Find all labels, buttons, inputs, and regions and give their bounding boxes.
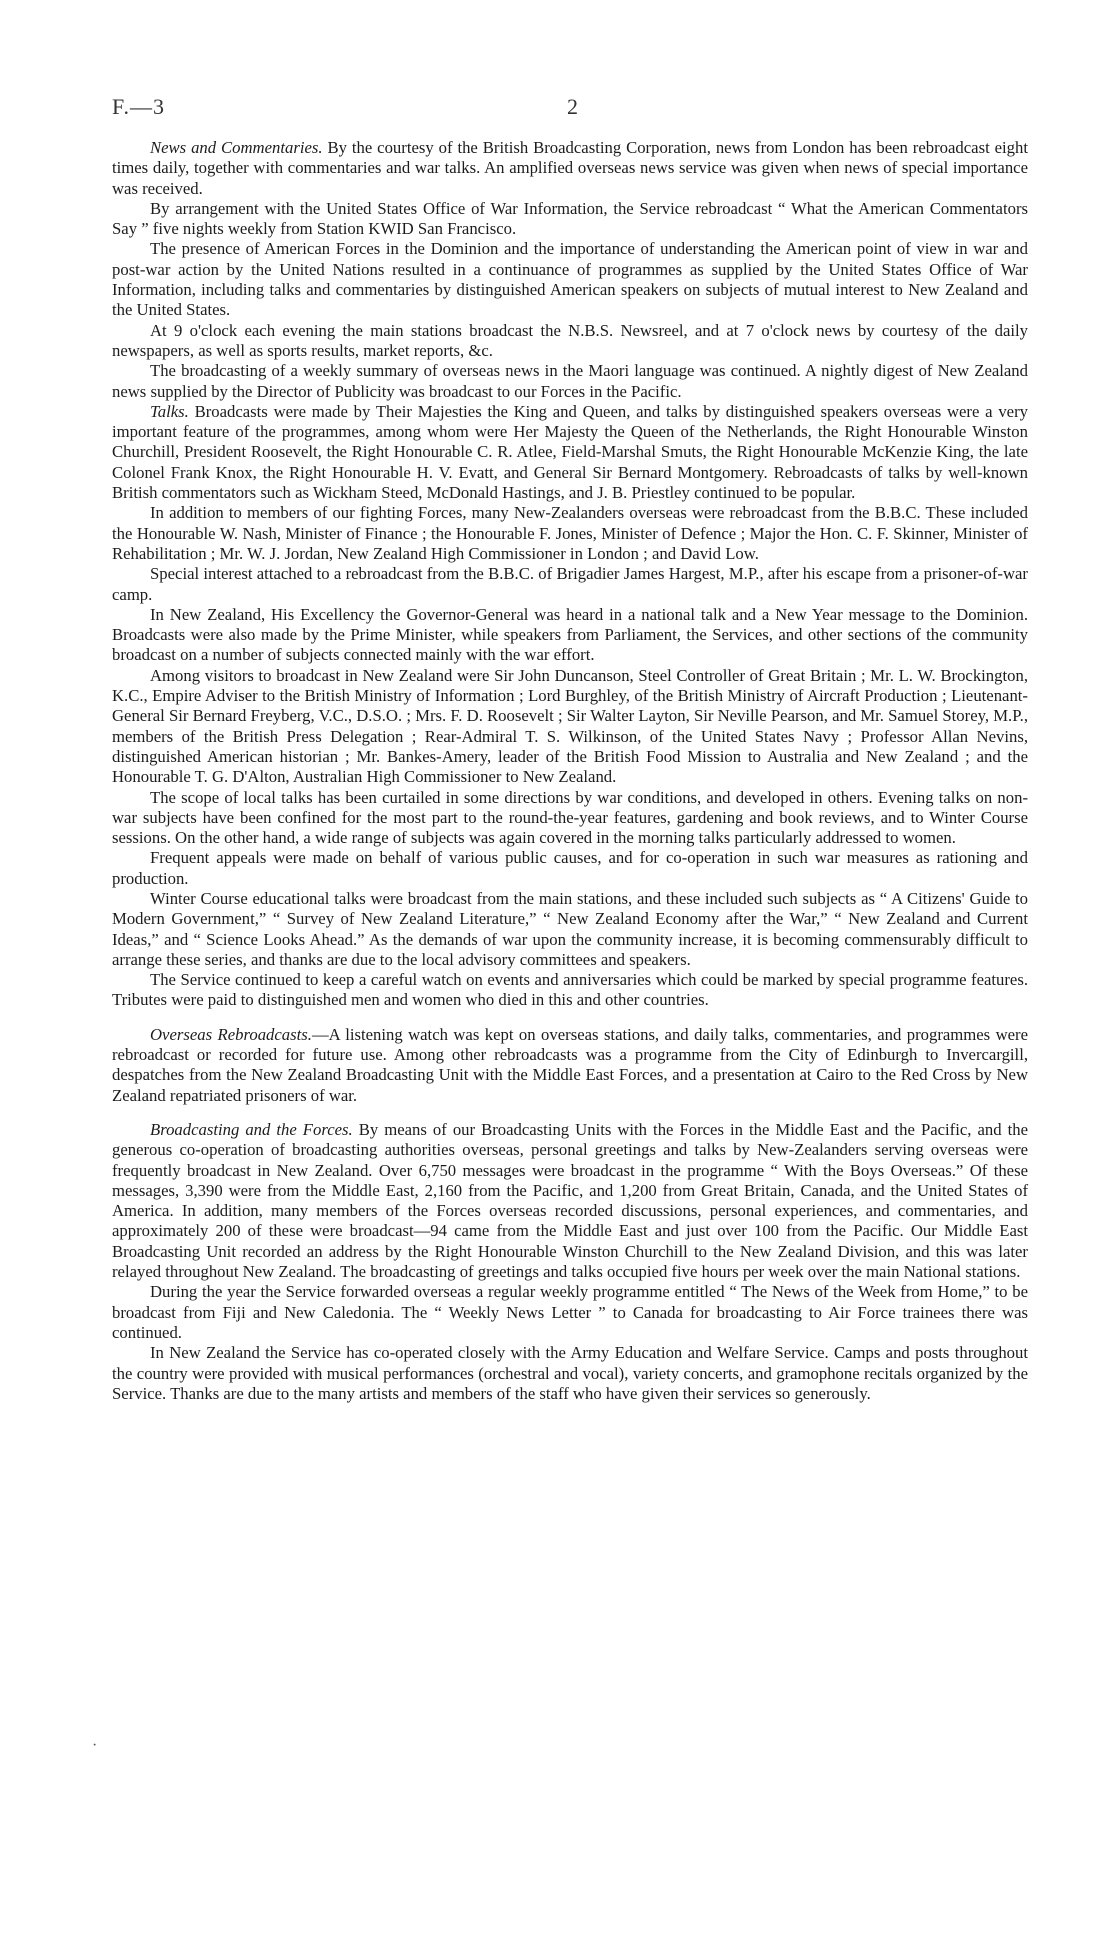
paragraph-text: In New Zealand, His Excellency the Governor-General was heard in a national talk and a New Year message to the Dominion. Broadcasts were also made by the Prime Minister, while speakers from Parliament, the Services, and other sections of the community broadcast on a number of subjects connected mainly with the war effort.	[112, 604, 1028, 665]
page-header	[0, 94, 1114, 124]
body-paragraph	[112, 1343, 1028, 1404]
paragraph-text: Special interest attached to a rebroadcast from the B.B.C. of Brigadier James Hargest, M.P., after his escape from a prisoner-of-war camp.	[112, 564, 1028, 604]
body-paragraph	[112, 1120, 1028, 1282]
body-paragraph	[112, 239, 1028, 320]
paragraph-text: Frequent appeals were made on behalf of various public causes, and for co-operation in such war measures as rationing and production.	[112, 848, 1028, 888]
paragraph-text: By means of our Broadcasting Units with the Forces in the Middle East and the Pacific, and the generous co-operation of broadcasting authorities overseas, personal greetings and talks by New-Zealanders serving overseas were frequently broadcast in New Zealand. Over 6,750 messages were broadcast in the programme “ With the Boys Overseas.” Of these messages, 3,390 were from the Middle East, 2,160 from the Pacific, and 1,200 from Great Britain, Canada, and the United States of America. In addition, many members of the Forces overseas recorded discussions, personal experiences, and commentaries, and approximately 200 of these were broadcast—94 came from the Middle East and just over 100 from the Pacific. Our Middle East Broadcasting Unit recorded an address by the Right Honourable Winston Churchill to the New Zealand Division, and this was later relayed throughout New Zealand. The broadcasting of greetings and talks occupied five hours per week over the main National stations.	[112, 1119, 1028, 1282]
paragraph-text: By the courtesy of the British Broadcasting Corporation, news from London has been rebroadcast eight times daily, together with commentaries and war talks. An amplified overseas news service was given when news of special importance was received.	[112, 138, 1029, 198]
paragraph-text: The presence of American Forces in the Dominion and the importance of understanding the American point of view in war and post-war action by the United Nations resulted in a continuance of programmes as supplied by the United States Office of War Information, including talks and commentaries by distinguished American speakers on subjects of mutual interest to New Zealand and the United States.	[112, 239, 1028, 320]
paragraph-text: By arrangement with the United States Office of War Information, the Service rebroadcast “ What the American Commentators Say ” five nights weekly from Station KWID San Francisco.	[112, 198, 1028, 239]
section-heading: Broadcasting and the Forces.	[150, 1119, 353, 1139]
section-heading: Talks.	[150, 401, 189, 421]
body-paragraph	[112, 848, 1028, 889]
body-paragraph	[112, 605, 1028, 666]
page-number: 2	[567, 94, 579, 119]
body-paragraph	[112, 564, 1028, 605]
paragraph-text: Broadcasts were made by Their Majesties the King and Queen, and talks by distinguished speakers overseas were a very important feature of the programmes, among whom were Her Majesty the Queen of the Netherlands, the Right Honourable Winston Churchill, President Roosevelt, the Right Honourable C. R. Atlee, Field-Marshal Smuts, the Right Honourable McKenzie King, the late Colonel Frank Knox, the Right Honourable H. V. Evatt, and General Sir Bernard Montgomery. Rebroadcasts of talks by well-known British commentators such as Wickham Steed, McDonald Hastings, and J. B. Priestley continued to be popular.	[112, 401, 1028, 503]
paragraph-text: In addition to members of our fighting Forces, many New-Zealanders overseas were rebroadcast from the B.B.C. These included the Honourable W. Nash, Minister of Finance ; the Honourable F. Jones, Minister of Defence ; Major the Hon. C. F. Skinner, Minister of Rehabilitation ; Mr. W. J. Jordan, New Zealand High Commissioner in London ; and David Low.	[112, 503, 1028, 563]
document-code: F.—3	[112, 94, 165, 119]
body-paragraph	[112, 1025, 1028, 1106]
document-body	[112, 138, 1028, 1404]
body-paragraph	[112, 970, 1028, 1011]
paragraph-text: At 9 o'clock each evening the main stations broadcast the N.B.S. Newsreel, and at 7 o'clock news by courtesy of the daily newspapers, as well as sports results, market reports, &c.	[112, 320, 1028, 360]
paragraph-text: During the year the Service forwarded overseas a regular weekly programme entitled “ The News of the Week from Home,” to be broadcast from Fiji and New Caledonia. The “ Weekly News Letter ” to Canada for broadcasting to Air Force trainees there was continued.	[112, 1282, 1028, 1342]
section-heading: Overseas Rebroadcasts.	[150, 1024, 312, 1044]
body-paragraph	[112, 788, 1028, 849]
section-heading: News and Commentaries.	[150, 138, 323, 157]
body-paragraph	[112, 503, 1028, 564]
body-paragraph	[112, 1282, 1028, 1343]
paragraph-text: Among visitors to broadcast in New Zealand were Sir John Duncanson, Steel Controller of Great Britain ; Mr. L. W. Brockington, K.C., Empire Adviser to the British Ministry of Information ; Lord Burghley, of the British Ministry of Aircraft Production ; Lieutenant-General Sir Bernard Freyberg, V.C., D.S.O. ; Mrs. F. D. Roosevelt ; Sir Walter Layton, Sir Neville Pearson, and Mr. Samuel Storey, M.P., members of the British Press Delegation ; Rear-Admiral T. S. Wilkinson, of the United States Navy ; Professor Allan Nevins, distinguished American historian ; Mr. Bankes-Amery, leader of the British Food Mission to Australia and New Zealand ; and the Honourable T. G. D'Alton, Australian High Commissioner to New Zealand.	[112, 665, 1028, 787]
body-paragraph	[112, 138, 1028, 199]
margin-mark: ·	[92, 1737, 98, 1754]
body-paragraph	[112, 402, 1028, 503]
paragraph-text: Winter Course educational talks were broadcast from the main stations, and these included such subjects as “ A Citizens' Guide to Modern Government,” “ Survey of New Zealand Literature,” “ New Zealand Economy after the War,” “ New Zealand and Current Ideas,” and “ Science Looks Ahead.” As the demands of war upon the community increase, it is becoming commensurably difficult to arrange these series, and thanks are due to the local advisory committees and speakers.	[112, 888, 1028, 969]
body-paragraph	[112, 889, 1028, 970]
paragraph-text: The broadcasting of a weekly summary of overseas news in the Maori language was continued. A nightly digest of New Zealand news supplied by the Director of Publicity was broadcast to our Forces in the Pacific.	[112, 361, 1028, 401]
paragraph-text: The Service continued to keep a careful watch on events and anniversaries which could be marked by special programme features. Tributes were paid to distinguished men and women who died in this and other countries.	[112, 970, 1028, 1010]
body-paragraph	[112, 666, 1028, 788]
paragraph-text: —A listening watch was kept on overseas stations, and daily talks, commentaries, and programmes were rebroadcast or recorded for future use. Among other rebroadcasts was a programme from the City of Edinburgh to Invercargill, despatches from the New Zealand Broadcasting Unit with the Middle East Forces, and a presentation at Cairo to the Red Cross by New Zealand repatriated prisoners of war.	[112, 1024, 1028, 1105]
paragraph-text: In New Zealand the Service has co-operated closely with the Army Education and Welfare Service. Camps and posts throughout the country were provided with musical performances (orchestral and vocal), variety concerts, and gramophone recitals organized by the Service. Thanks are due to the many artists and members of the staff who have given their services so generously.	[112, 1343, 1028, 1403]
body-paragraph	[112, 321, 1028, 362]
body-paragraph	[112, 199, 1028, 240]
paragraph-text: The scope of local talks has been curtailed in some directions by war conditions, and developed in others. Evening talks on non-war subjects have been confined for the most part to the round-the-year features, gardening and book reviews, and to Winter Course sessions. On the other hand, a wide range of subjects was again covered in the morning talks particularly addressed to women.	[112, 787, 1028, 848]
body-paragraph	[112, 361, 1028, 402]
